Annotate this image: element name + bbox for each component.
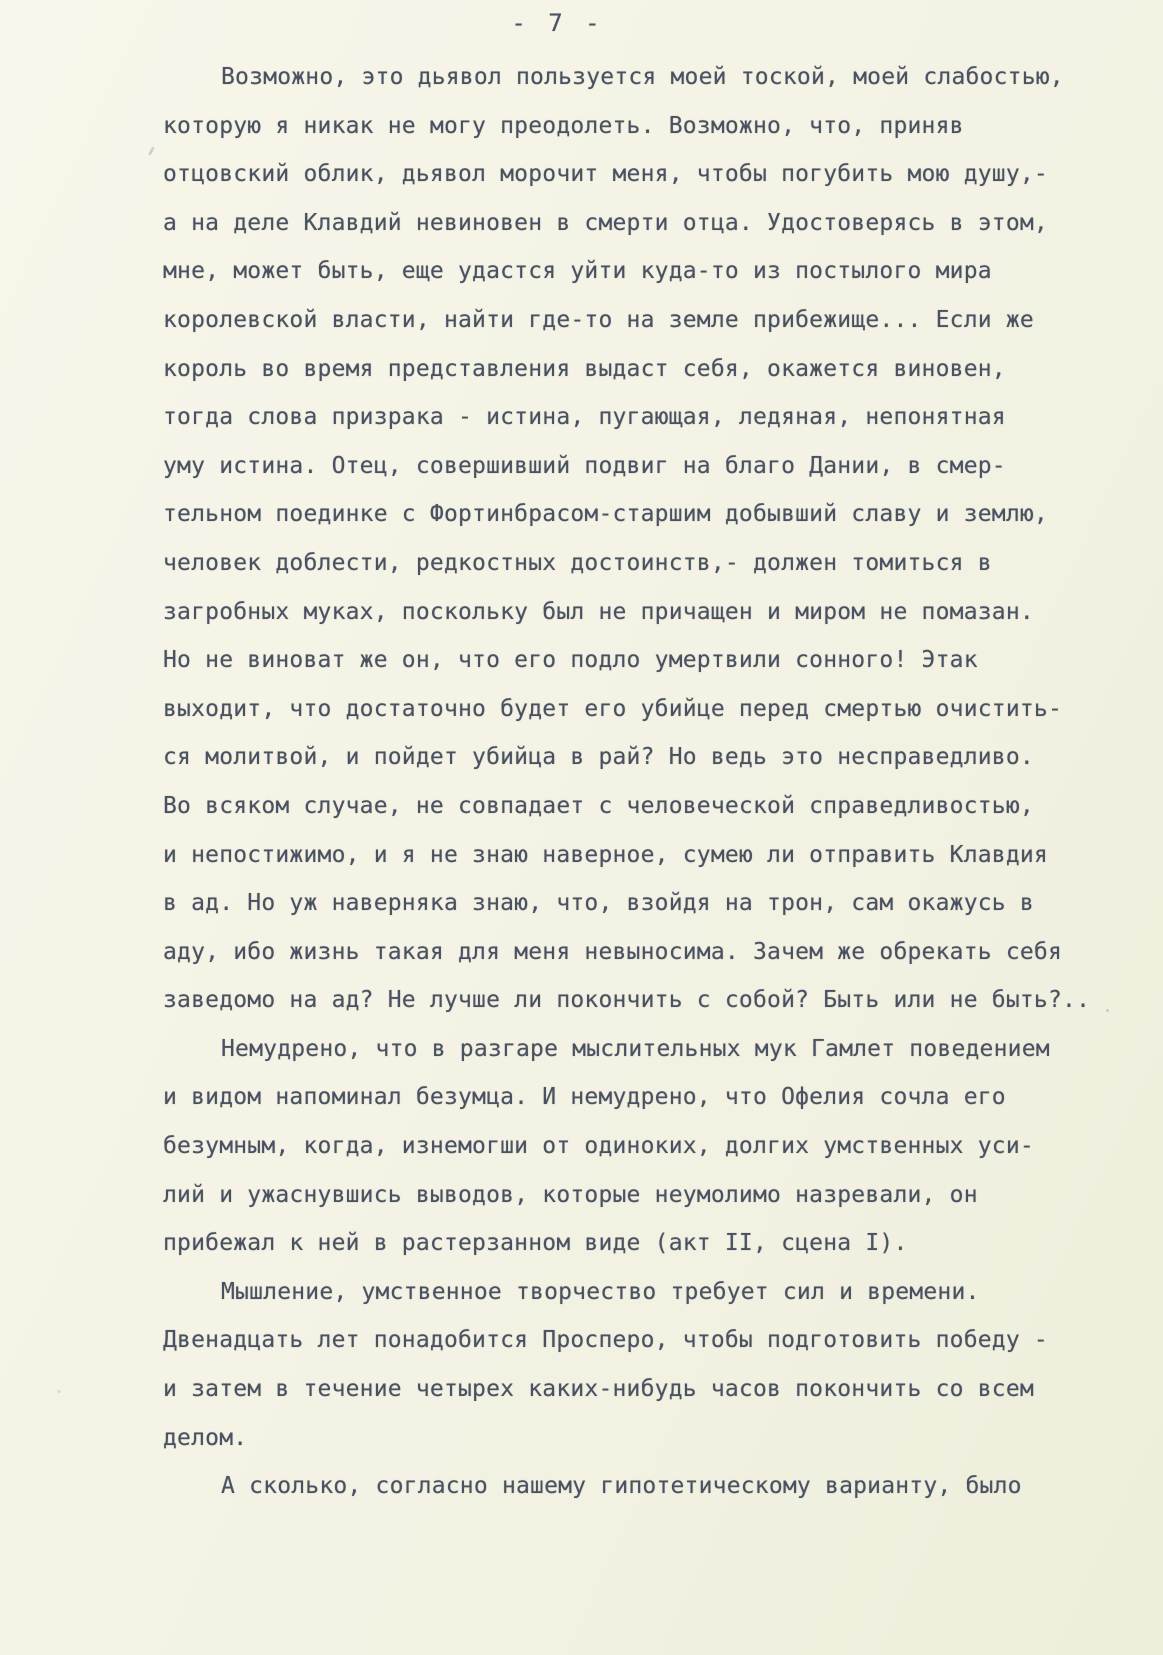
text-line: тельном поединке с Фортинбрасом-старшим добывший славу и землю, xyxy=(163,501,1048,528)
text-line: и видом напоминал безумца. И немудрено, что Офелия сочла его xyxy=(163,1084,1006,1111)
scan-artifact xyxy=(148,146,155,156)
scan-artifact xyxy=(1106,1009,1109,1012)
paragraph xyxy=(163,1462,1083,1511)
text-line: прибежал к ней в растерзанном виде (акт II, сцена I). xyxy=(163,1230,908,1257)
text-line: аду, ибо жизнь такая для меня невыносима. Зачем же обрекать себя xyxy=(163,938,1063,965)
text-line: которую я никак не могу преодолеть. Возможно, что, приняв xyxy=(163,112,964,139)
text-line: Возможно, это дьявол пользуется моей тоской, моей слабостью, xyxy=(221,64,1064,90)
text-line: Но не виноват же он, что его подло умертвили сонного! Этак xyxy=(163,647,978,674)
paragraph xyxy=(163,1025,1083,1268)
text-line: отцовский облик, дьявол морочит меня, чтобы погубить мою душу,- xyxy=(163,161,1048,188)
text-line: королевской власти, найти где-то на земле прибежище... Если же xyxy=(163,306,1034,333)
text-line: Мышление, умственное творчество требует сил и времени. xyxy=(221,1278,980,1305)
text-line: мне, может быть, еще удастся уйти куда-то из постылого мира xyxy=(163,258,992,285)
text-line: Немудрено, что в разгаре мыслительных мук Гамлет поведением xyxy=(221,1035,1050,1062)
page-number: - 7 - xyxy=(511,9,604,37)
text-line: человек доблести, редкостных достоинств,- должен томиться в xyxy=(163,549,992,576)
text-line: Двенадцать лет понадобится Просперо, чтобы подготовить победу - xyxy=(163,1327,1048,1354)
paragraph xyxy=(163,1268,1083,1462)
text-line: и затем в течение четырех каких-нибудь часов покончить со всем xyxy=(163,1376,1034,1403)
text-line: уму истина. Отец, совершивший подвиг на благо Дании, в смер- xyxy=(163,452,1006,479)
text-line: безумным, когда, изнемогши от одиноких, долгих умственных уси- xyxy=(163,1133,1034,1160)
text-line: ся молитвой, и пойдет убийца в рай? Но ведь это несправедливо. xyxy=(163,744,1034,771)
text-line: делом. xyxy=(163,1424,248,1451)
text-block xyxy=(163,53,1091,1511)
text-line: тогда слова призрака - истина, пугающая, ледяная, непонятная xyxy=(163,404,1006,431)
text-line: и непостижимо, и я не знаю наверное, сумею ли отправить Клавдия xyxy=(163,841,1048,868)
text-line: заведомо на ад? Не лучше ли покончить с собой? Быть или не быть?.. xyxy=(163,987,1091,1014)
scan-artifact xyxy=(57,1390,61,1393)
text-line: Во всяком случае, не совпадает с человеческой справедливостью, xyxy=(163,792,1034,819)
text-line: король во время представления выдаст себя, окажется виновен, xyxy=(163,355,1006,382)
text-line: выходит, что достаточно будет его убийце перед смертью очистить- xyxy=(163,695,1063,722)
text-line: лий и ужаснувшись выводов, которые неумолимо назревали, он xyxy=(163,1181,978,1208)
text-line: в ад. Но уж наверняка знаю, что, взойдя на трон, сам окажусь в xyxy=(163,890,1034,917)
text-line: загробных муках, поскольку был не причащен и миром не помазан. xyxy=(163,598,1034,625)
text-line: А сколько, согласно нашему гипотетическому варианту, было xyxy=(221,1473,1022,1500)
text-line: а на деле Клавдий невиновен в смерти отца. Удостоверясь в этом, xyxy=(163,209,1048,236)
paragraph xyxy=(163,53,1091,1025)
